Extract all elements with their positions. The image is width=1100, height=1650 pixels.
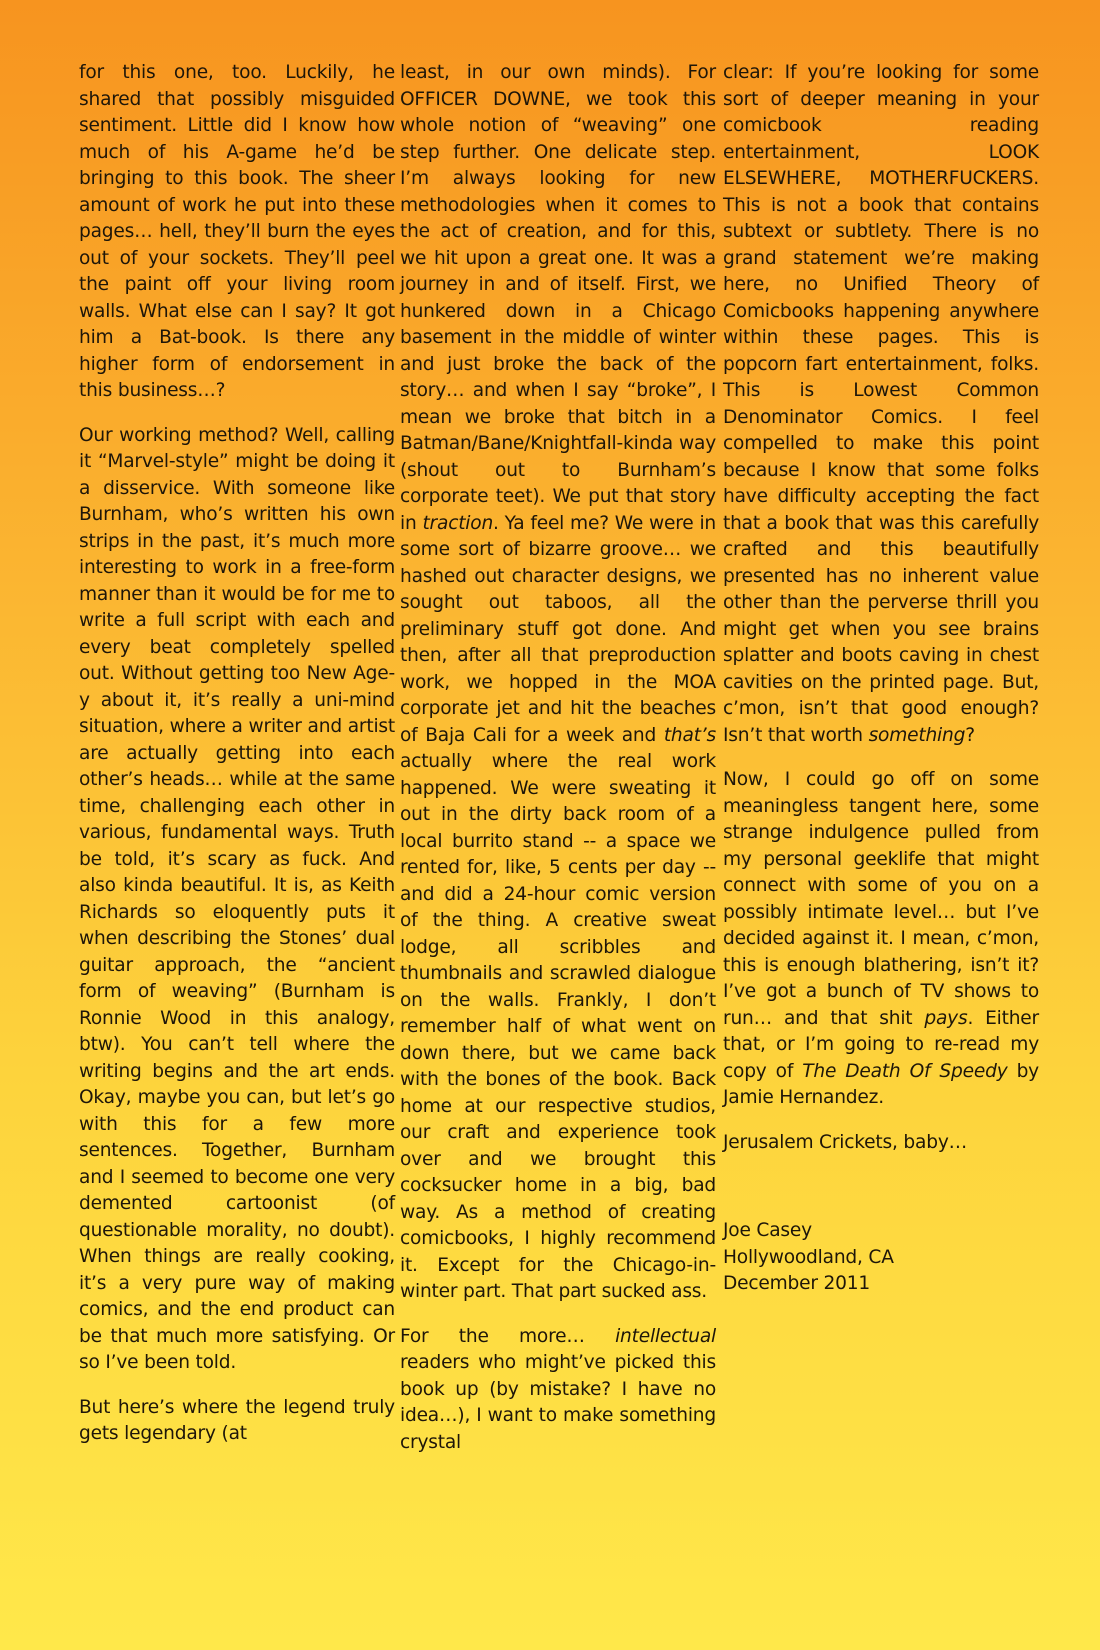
text-run: readers who might’ve picked this book up (by mistake? I have no idea…), I want to make something crystal <box>400 1352 716 1453</box>
text-run: Now, I could go off on some meaningless tangent here, some strange indulgence pulled from my personal geeklife that might connect with some of you on a possibly intimate level… but I’ve decided against it. I mean, c’mon, this is enough blathering, isn’t it? I’ve got a bunch of TV shows to run… and that shit <box>723 769 1039 1029</box>
paragraph <box>723 1130 1039 1157</box>
text-column-1 <box>79 60 395 1466</box>
text-run: actually where the real work happened. We were sweating it out in the dirty back room of a local burrito stand -- a space we rented for, like, 5 cents per day -- and did a 24-hour comic version of the thing. A creative sweat lodge, all scribbles and thumbnails and scrawled dialogue on the walls. Frankly, I don’t remember half of what went on down there, but we came back with the bones of the book. Back home at our respective studios, our craft and experience took over and we brought this cocksucker home in a big, bad way. As a method of creating comicbooks, I highly recommend it. Except for the Chicago-in-winter part. That part sucked ass. <box>400 751 716 1302</box>
signature-block <box>723 1218 1039 1298</box>
italic-text: intellectual <box>615 1325 716 1347</box>
text-column-2 <box>400 60 716 1474</box>
italic-text: that’s <box>663 724 716 746</box>
text-run: clear: If you’re looking for some sort of deeper meaning in your comicbook reading entertainment, LOOK ELSEWHERE, MOTHERFUCKERS. This is not a book that contains subtext or subtlety. There is no grand statement we’re making here, no Unified Theory of Comicbooks happening anywhere within these pages. This is popcorn fart entertainment, folks. This is Lowest Common Denominator Comics. I feel compelled to make this point because I know that some folks have difficulty accepting the fact that a book that was this carefully crafted and this beautifully presented has no inherent value other than the perverse thrill you might get when you see brains splatter and boots caving in chest cavities on the printed page. But, c’mon, isn’t that good enough? Isn’t that worth <box>723 62 1039 746</box>
text-run: by Jamie Hernandez. <box>723 1060 1039 1108</box>
author-name: Joe Casey <box>723 1220 812 1241</box>
paragraph <box>400 1324 716 1457</box>
paragraph <box>79 1395 395 1448</box>
signature-date: December 2011 <box>723 1273 871 1294</box>
paragraph <box>79 60 395 405</box>
text-run: least, in our own minds). For OFFICER DOWNE, we took this whole notion of “weaving” one step further. One delicate step. I’m always looking for new methodologies when it comes to the act of creation, and for this, we hit upon a great one. It was a journey in and of itself. First, we hunkered down in a Chicago basement in the middle of winter and just broke the back of the story… and when I say “broke”, I mean we broke that bitch in a Batman/Bane/Knightfall-kinda way (shout out to Burnham’s corporate teet). We put that story in <box>400 62 716 534</box>
text-column-3 <box>723 60 1039 1316</box>
paragraph <box>723 60 1039 749</box>
text-run: for this one, too. Luckily, he shared that possibly misguided sentiment. Little did I know how much of his A-game he’d be bringing to this book. The sheer amount of work he put into these pages… hell, they’ll burn the eyes out of your sockets. They’ll peel the paint off your living room walls. What else can I say? It got him a Bat-book. Is there any higher form of endorsement in this business…? <box>79 62 395 401</box>
text-run: . Either that, or I’m going to re-read my copy of <box>723 1007 1039 1082</box>
paragraph <box>723 767 1039 1112</box>
text-run: ? <box>965 724 975 746</box>
text-run: Jerusalem Crickets, baby… <box>723 1131 968 1153</box>
italic-text: The Death Of Speedy <box>802 1060 1008 1082</box>
paragraph <box>400 60 716 1306</box>
author-location: Hollywoodland, CA <box>723 1246 894 1268</box>
italic-text: pays <box>924 1007 968 1029</box>
text-run: For the more… <box>400 1325 616 1347</box>
text-run: . Ya feel me? We were in some sort of bizarre groove… we hashed out character designs, we sought out taboos, all the preliminary stuff got done. And then, after all that preproduction work, we hopped in the MOA corporate jet and hit the beaches of Baja Cali for a week and <box>400 512 716 746</box>
text-run: But here’s where the legend truly gets legendary (at <box>79 1396 395 1444</box>
paragraph <box>79 423 395 1377</box>
italic-text: traction <box>422 512 494 534</box>
text-run: Our working method? Well, calling it “Marvel-style” might be doing it a disservice. With someone like Burnham, who’s written his own strips in the past, it’s much more interesting to work in a free-form manner than it would be for me to write a full script with each and every beat completely spelled out. Without getting too New Age-y about it, it’s really a uni-mind situation, where a writer and artist are actually getting into each other’s heads… while at the same time, challenging each other in various, fundamental ways. Truth be told, it’s scary as fuck. And also kinda beautiful. It is, as Keith Richards so eloquently puts it when describing the Stones’ dual guitar approach, the “ancient form of weaving” (Burnham is Ronnie Wood in this analogy, btw). You can’t tell where the writing begins and the art ends. Okay, maybe you can, but let’s go with this for a few more sentences. Together, Burnham and I seemed to become one very demented cartoonist (of questionable morality, no doubt). When things are really cooking, it’s a very pure way of making comics, and the end product can be that much more satisfying. Or so I’ve been told. <box>79 424 395 1373</box>
italic-text: something <box>868 724 966 746</box>
